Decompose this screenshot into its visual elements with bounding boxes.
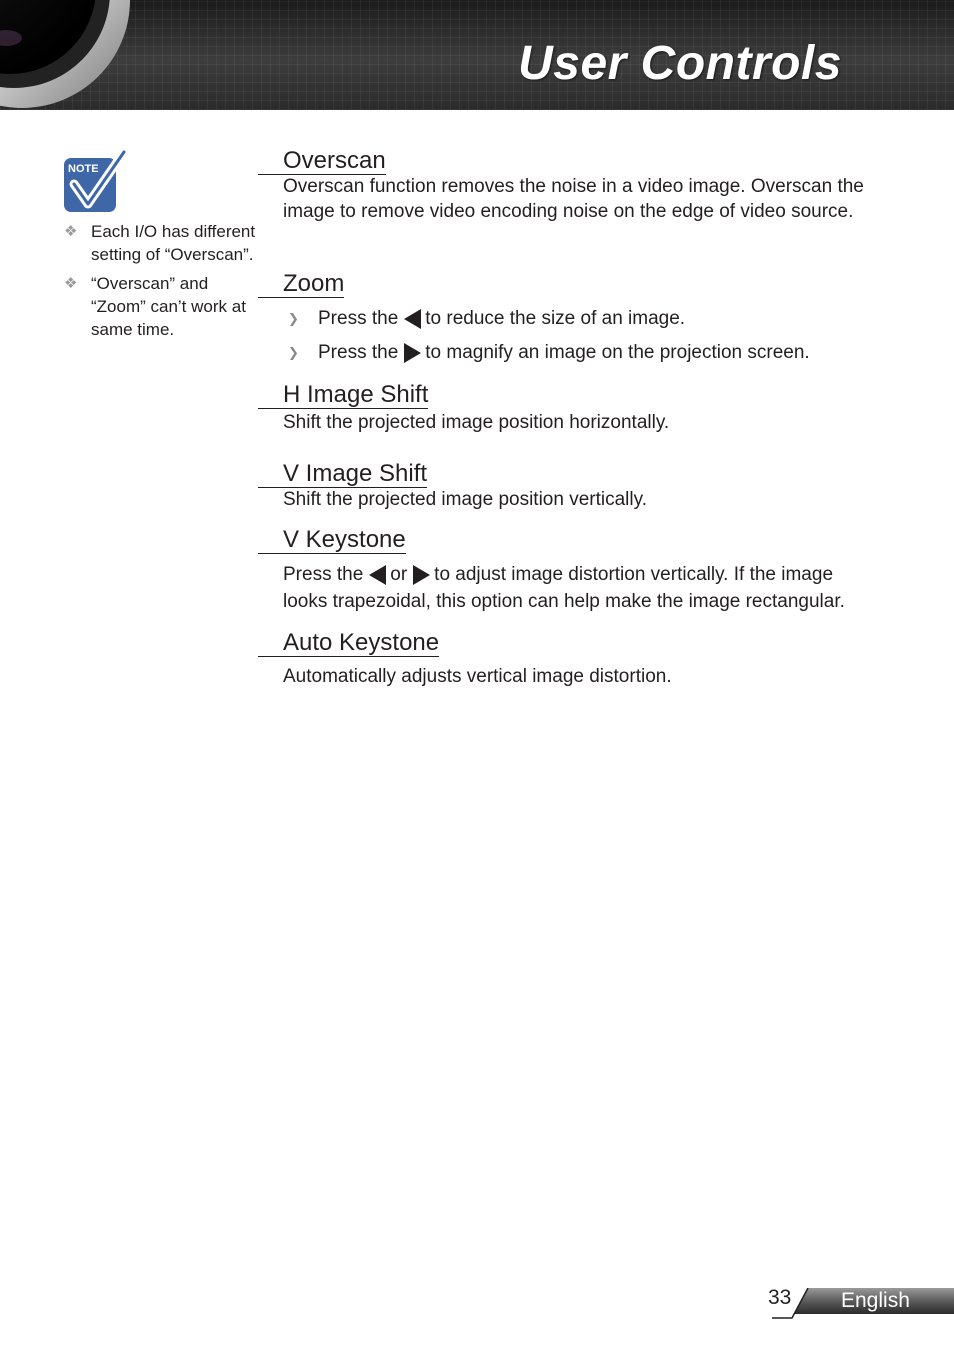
v-keystone-line2: looks trapezoidal, this option can help make the image rectangular. bbox=[283, 591, 845, 612]
section-title-h-image-shift: H Image Shift bbox=[258, 382, 428, 409]
note-item-text: Each I/O has different setting of “Overscan”. bbox=[91, 222, 256, 264]
v-keystone-post: to adjust image distortion vertically. If the image bbox=[434, 564, 834, 585]
auto-keystone-description: Automatically adjusts vertical image distortion. bbox=[283, 666, 672, 687]
page-title: User Controls bbox=[518, 37, 842, 90]
lens-graphic bbox=[0, 0, 160, 110]
left-arrow-icon bbox=[404, 309, 421, 329]
zoom-line-magnify bbox=[288, 340, 810, 366]
note-icon-label: NOTE bbox=[68, 163, 99, 175]
note-item bbox=[64, 220, 264, 266]
note-list bbox=[64, 220, 264, 347]
zoom-line1-post: to reduce the size of an image. bbox=[425, 308, 686, 329]
zoom-line1-pre: Press the bbox=[318, 308, 399, 329]
section-title-zoom: Zoom bbox=[258, 271, 344, 298]
overscan-description: Overscan function removes the noise in a video image. Overscan the image to remove video encoding noise on the edge of video source. bbox=[283, 176, 864, 222]
section-title-auto-keystone: Auto Keystone bbox=[258, 630, 439, 657]
left-arrow-icon bbox=[369, 565, 386, 585]
diamond-bullet-icon: ❖ bbox=[64, 223, 78, 240]
v-keystone-pre: Press the bbox=[283, 564, 364, 585]
section-title-v-image-shift: V Image Shift bbox=[258, 461, 427, 488]
section-title-overscan: Overscan bbox=[258, 148, 386, 175]
right-arrow-icon bbox=[413, 565, 430, 585]
diamond-bullet-icon: ❖ bbox=[64, 275, 78, 292]
arrow-bullet-icon: ❯ bbox=[288, 311, 299, 326]
right-arrow-icon bbox=[404, 343, 421, 363]
section-title-v-keystone: V Keystone bbox=[258, 527, 406, 554]
zoom-line2-post: to magnify an image on the projection screen. bbox=[425, 342, 810, 363]
page-header bbox=[0, 0, 954, 110]
zoom-line2-pre: Press the bbox=[318, 342, 399, 363]
note-item bbox=[64, 272, 264, 341]
note-icon bbox=[62, 150, 128, 214]
footer-language: English bbox=[841, 1289, 910, 1312]
v-image-shift-description: Shift the projected image position vertically. bbox=[283, 489, 647, 510]
v-keystone-mid: or bbox=[390, 564, 408, 585]
zoom-line-reduce bbox=[288, 306, 685, 332]
note-item-text: “Overscan” and “Zoom” can’t work at same time. bbox=[91, 274, 246, 339]
h-image-shift-description: Shift the projected image position horizontally. bbox=[283, 412, 670, 433]
page-number: 33 bbox=[768, 1286, 792, 1309]
arrow-bullet-icon: ❯ bbox=[288, 345, 299, 360]
v-keystone-line1 bbox=[283, 562, 833, 588]
